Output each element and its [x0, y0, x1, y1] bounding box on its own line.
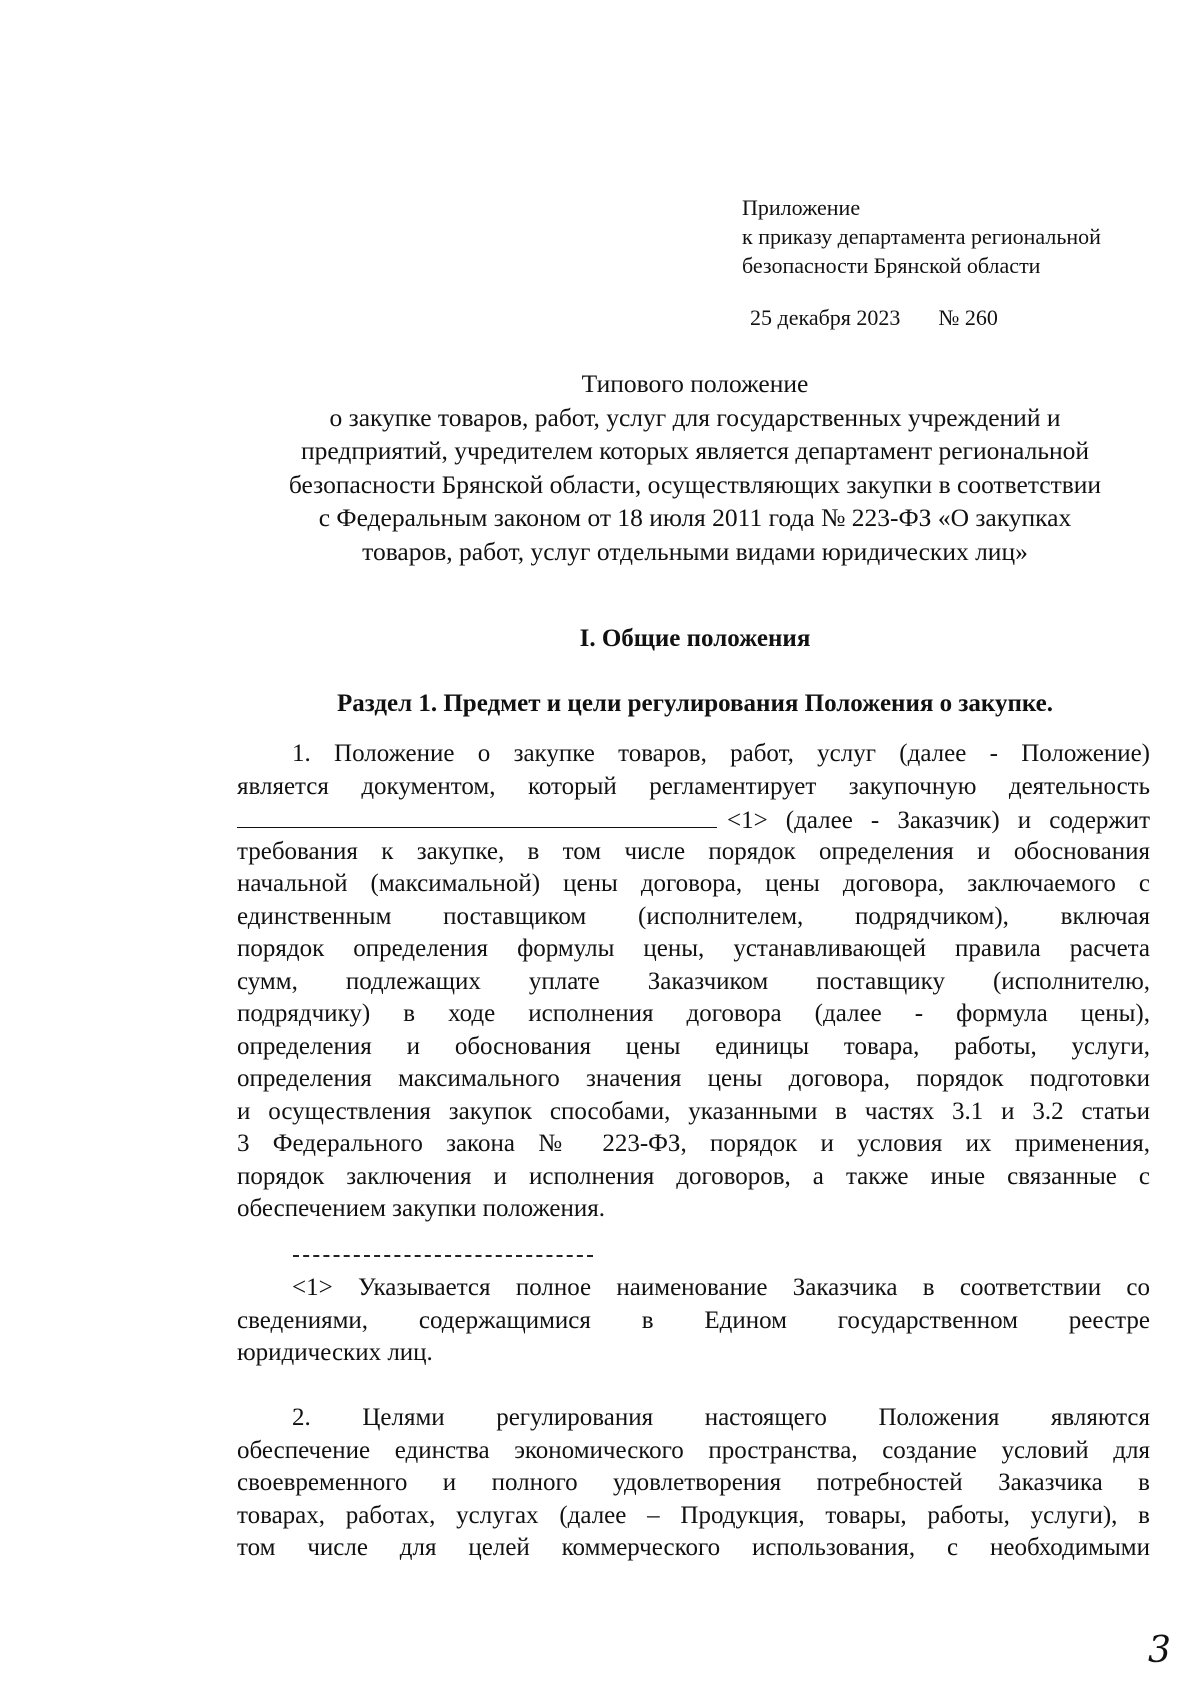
- footnote-separator: [293, 1255, 593, 1257]
- paragraph-line: обеспечение единства экономического пространства, создание условий для: [237, 1436, 1150, 1464]
- order-number: № 260: [938, 305, 998, 330]
- appendix-line-3: безопасности Брянской области: [742, 253, 1041, 278]
- paragraph-2: [237, 1402, 1150, 1565]
- footnote-line: сведениями, содержащимися в Едином государственном реестре: [237, 1306, 1150, 1334]
- title-line: предприятий, учредителем которых является департамент региональной: [301, 436, 1089, 465]
- document-title: [150, 367, 1200, 568]
- paragraph-line-text: <1> (далее - Заказчик) и содержит: [727, 807, 1150, 834]
- paragraph-line: подрядчику) в ходе исполнения договора (далее - формула цены),: [237, 1000, 1150, 1027]
- paragraph-line: 2. Целями регулирования настоящего Положения являются: [292, 1404, 1150, 1431]
- paragraph-line: определения максимального значения цены договора, порядок подготовки: [237, 1065, 1150, 1092]
- paragraph-line: порядок определения формулы цены, устанавливающей правила расчета: [237, 935, 1150, 962]
- page-number: 3: [1148, 1630, 1171, 1671]
- paragraph-line: 1. Положение о закупке товаров, работ, услуг (далее - Положение): [292, 740, 1150, 767]
- title-line: безопасности Брянской области, осуществляющих закупки в соответствии: [288, 469, 1102, 499]
- title-line: товаров, работ, услуг отдельными видами юридических лиц»: [362, 536, 1028, 566]
- paragraph-line: сумм, подлежащих уплате Заказчиком поставщику (исполнителю,: [237, 967, 1150, 995]
- subsection-heading: Раздел 1. Предмет и цели регулирования Положения о закупке.: [336, 690, 1054, 717]
- paragraph-line: своевременного и полного удовлетворения потребностей Заказчика в: [237, 1469, 1150, 1496]
- paragraph-line: и осуществления закупок способами, указанными в частях 3.1 и 3.2 статьи: [237, 1097, 1150, 1125]
- paragraph-1: [237, 738, 1150, 1226]
- footnote-line: юридических лиц.: [237, 1339, 433, 1366]
- appendix-line-1: Приложение: [742, 195, 861, 220]
- paragraph-line: том числе для целей коммерческого использования, с необходимыми: [237, 1534, 1150, 1561]
- footnote-line: <1> Указывается полное наименование Заказчика в соответствии со: [292, 1274, 1150, 1301]
- paragraph-line: товарах, работах, услугах (далее – Продукция, товары, работы, услуги), в: [237, 1501, 1150, 1529]
- paragraph-line: определения и обоснования цены единицы товара, работы, услуги,: [237, 1032, 1150, 1060]
- footnote: [237, 1272, 1150, 1370]
- appendix-block: [742, 193, 1162, 280]
- paragraph-line: 3 Федерального закона № 223-ФЗ, порядок и условия их применения,: [237, 1130, 1150, 1157]
- paragraph-line: является документом, который регламентирует закупочную деятельность: [237, 772, 1150, 800]
- order-date-number: [750, 305, 998, 331]
- title-line: Типового положение: [581, 369, 809, 398]
- paragraph-line: единственным поставщиком (исполнителем, подрядчиком), включая: [237, 902, 1150, 930]
- customer-name-blank: [237, 803, 717, 828]
- paragraph-line: обеспечением закупки положения.: [237, 1195, 606, 1222]
- paragraph-line: требования к закупке, в том числе порядок определения и обоснования: [237, 837, 1150, 865]
- paragraph-line: начальной (максимальной) цены договора, цены договора, заключаемого с: [237, 870, 1150, 897]
- section-heading: I. Общие положения: [579, 625, 811, 652]
- paragraph-line: порядок заключения и исполнения договоров, а также иные связанные с: [237, 1162, 1150, 1190]
- order-date: 25 декабря 2023: [750, 305, 901, 330]
- appendix-line-2: к приказу департамента региональной: [742, 224, 1101, 249]
- paragraph-line-with-blank: [237, 803, 1150, 836]
- title-line: о закупке товаров, работ, услуг для государственных учреждений и: [329, 402, 1061, 432]
- title-line: с Федеральным законом от 18 июля 2011 года № 223-ФЗ «О закупках: [318, 503, 1072, 532]
